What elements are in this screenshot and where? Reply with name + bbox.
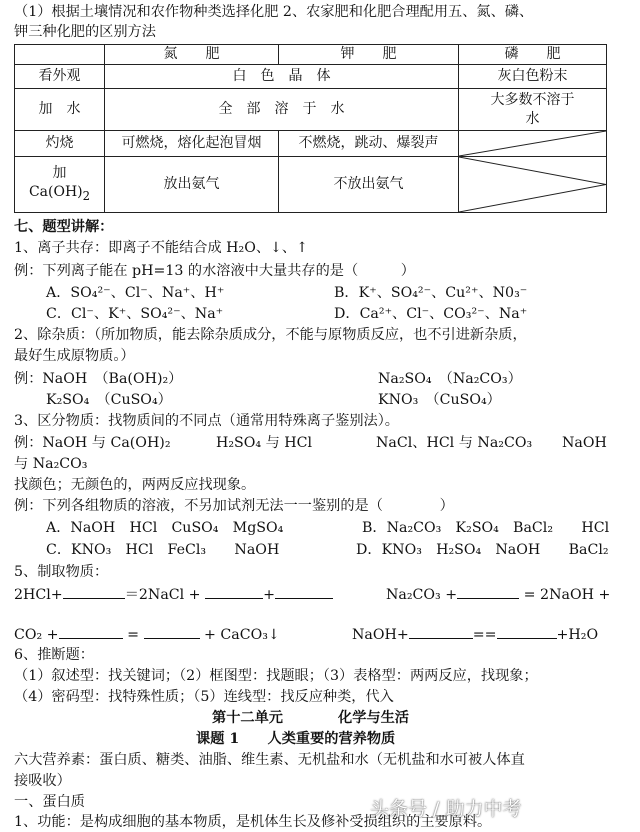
protein-function: 1、功能：是构成细胞的基本物质，是机体生长及修补受损组织的主要原料。 [14,814,492,830]
s1-option-a: A．SO₄²⁻、Cl⁻、Na⁺、H⁺ [46,285,225,301]
s3-question: 例：下列各组物质的溶液，不另加试剂无法一一鉴别的是（ ） [14,498,454,514]
unit-title-b: 化学与生活 [338,710,409,726]
base-label-sub: 2 [82,188,91,203]
s3-example-1: 例：NaOH 与 Ca(OH)₂ [14,435,171,451]
base-n: 放出氨气 [105,157,279,213]
water-p-line2: 水 [525,110,540,127]
unit-title-a: 第十二单元 [212,710,283,726]
reaction-1 [14,584,333,605]
s3-option-d: D．KNO₃ H₂SO₄ NaOH BaCl₂ [356,542,609,558]
row-label: 灼烧 [15,131,105,157]
header-phosphorus: 磷 肥 [459,45,607,65]
r1-part-c: + [263,587,275,603]
burn-p-crossed [459,131,607,157]
s3-example-2: H₂SO₄ 与 HCl [216,435,313,451]
table-row-appearance [15,65,607,89]
s2-example-1: 例：NaOH （Ba(OH)₂） [14,371,183,387]
base-label [15,157,105,213]
s1-example: 例：下列离子能在 pH=13 的水溶液中大量共存的是（ ） [14,263,415,279]
r2-part-e: == [472,627,497,643]
blank [497,624,557,639]
watermark: 头条号 / 助力中考 [370,798,522,820]
r2-part-d: NaOH+ [352,627,409,643]
r2-part-f: +H₂O [556,627,599,643]
table-row-burn [15,131,607,157]
blank [409,624,473,639]
lesson-title: 课题 1 人类重要的营养物质 [196,731,396,747]
r2-part-c: + CaCO₃↓ [204,627,280,643]
s3-option-b: B．Na₂CO₃ K₂SO₄ BaCl₂ HCl [362,520,610,536]
s2-example-4: KNO₃ （CuSO₄） [378,392,501,408]
burn-k: 不燃烧，跳动、爆裂声 [279,131,459,157]
row-label: 加 水 [15,89,105,131]
s1: 1、离子共存：即离子不能结合成 H₂O、↓、↑ [14,240,309,256]
appearance-p: 灰白色粉末 [459,65,607,89]
s3-example-3: NaCl、HCl 与 Na₂CO₃ [376,435,533,451]
water-p [459,89,607,131]
r1-part-e: = 2NaOH + [523,587,611,603]
base-label-line2: Ca(OH) [28,183,83,200]
header-nitrogen: 氮 肥 [105,45,279,65]
s2-example-3: K₂SO₄ （CuSO₄） [46,392,172,408]
s6-line-1: （1）叙述型：找关键词；（2）框图型：找题眼；（3）表格型：两两反应，找现象； [14,668,538,684]
r1-part-d: Na₂CO₃ + [386,587,458,603]
burn-n: 可燃烧，熔化起泡冒烟 [105,131,279,157]
s2-example-2: Na₂SO₄ （Na₂CO₃） [378,371,522,387]
appearance-nk: 白 色 晶 体 [105,65,459,89]
s6: 6、推断题： [14,647,94,663]
nutrients-line-2: 接吸收） [14,773,71,789]
header-blank [15,45,105,65]
s2-line-2: 最好生成原物质。） [14,348,135,364]
reaction-2 [386,584,610,605]
header-potassium: 钾 肥 [279,45,459,65]
blank [63,584,125,599]
blank [205,584,263,599]
s3-option-a: A．NaOH HCl CuSO₄ MgSO₄ [46,520,284,536]
water-p-line1: 大多数不溶于 [490,91,575,108]
intro-line-2: 钾三种化肥的区别方法 [14,24,156,40]
s3: 3、区分物质：找物质间的不同点（通常用特殊离子鉴别法）。 [14,413,399,429]
blank [144,624,200,639]
nutrients-line-1: 六大营养素：蛋白质、糖类、油脂、维生素、无机盐和水（无机盐和水可被人体直 [14,752,525,768]
r1-part-b: ＝2NaCl + [124,587,201,603]
s1-option-c: C．Cl⁻、K⁺、SO₄²⁻、Na⁺ [46,306,224,322]
table-row-water [15,89,607,131]
protein-heading: 一、蛋白质 [14,794,85,810]
r2-part-b: = [127,627,139,643]
s3-example-5: 与 Na₂CO₃ [14,456,88,472]
blank [59,624,123,639]
table-header-row [15,45,607,65]
s3-example-4: NaOH [562,435,607,451]
s5: 5、制取物质： [14,564,109,580]
fertilizer-table [14,44,607,213]
table-row-base [15,157,607,213]
reaction-4 [352,624,598,645]
s3-color: 找颜色；无颜色的，两两反应找现象。 [14,477,256,493]
s2-line-1: 2、除杂质：（所加物质，能去除杂质成分，不能与原物质反应，也不引进新杂质， [14,327,527,343]
blank [275,584,333,599]
s1-option-b: B．K⁺、SO₄²⁻、Cu²⁺、N0₃⁻ [334,285,528,301]
row-label: 看外观 [15,65,105,89]
s6-line-2: （4）密码型：找特殊性质；（5）连线型：找反应种类，代入 [14,689,394,705]
s3-option-c: C．KNO₃ HCl FeCl₃ NaOH [46,542,280,558]
base-p-crossed [459,157,607,213]
base-k: 不放出氨气 [279,157,459,213]
base-label-line1: 加 [52,164,67,181]
reaction-3 [14,624,280,645]
section7-title: 七、题型讲解： [14,219,114,235]
r2-part-a: CO₂ + [14,627,59,643]
s1-option-d: D．Ca²⁺、Cl⁻、CO₃²⁻、Na⁺ [334,306,528,322]
blank [457,584,519,599]
r1-part-a: 2HCl+ [14,587,63,603]
water-nk: 全 部 溶 于 水 [105,89,459,131]
intro-line-1: （1）根据土壤情况和农作物种类选择化肥 2、农家肥和化肥合理配用五、氮、磷、 [14,4,534,20]
